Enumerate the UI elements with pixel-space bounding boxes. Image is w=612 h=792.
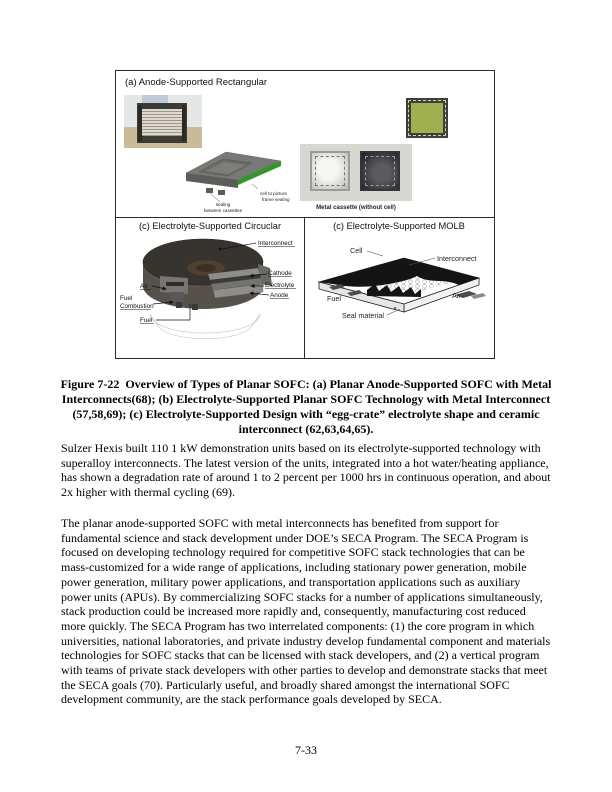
green-cell-photo [406,98,448,138]
metal-cassette-dark [360,151,400,191]
label-fuel: Fuel [120,295,133,302]
panel-c-circular-title: (c) Electrolyte-Supported Circuclar [138,221,282,231]
metal-cassette-photo [300,144,412,201]
figure-bottom-row [116,218,494,359]
label-air: Air [452,291,461,300]
label-fuel: Fuel [327,294,341,303]
cassette-wedge [186,152,281,195]
label-cell: Cell [350,246,363,255]
label-fuel-bottom: Fuel [140,317,153,324]
panel-c-circular [116,218,305,359]
figure-caption: Figure 7-22 Overview of Types of Planar SOFC: (a) Planar Anode-Supported SOFC with Metal Interconnects(68); (b) Electrolyte-Supported Planar SOFC Technology with Metal Interconnect (57,58,69); (c) Electrolyte-Supported Design with “egg-crate” electrolyte shape and ceramic interconnect (62,63,64,65). [60,377,555,436]
label-cathode: Cathode [268,270,292,277]
metal-cassette-caption: Metal cassette (without cell) [316,205,396,211]
label-interconnect: Interconnect [437,254,477,263]
label-air: Air [140,283,148,290]
cassette-sealing-label-line1: sealing [215,202,231,207]
panel-c-molb-title: (c) Electrolyte-Supported MOLB [333,221,465,231]
metal-cassette-empty [310,151,350,191]
panel-a-anode-supported [116,71,494,218]
cassette-cellseal-label-line2: frame sealing [262,197,290,202]
ghost-outline [150,314,260,339]
cassette-render [176,147,306,217]
figure-7-22 [115,70,495,359]
label-interconnect: Interconnect [258,240,293,247]
body-paragraph-1: Sulzer Hexis built 110 1 kW demonstration units based on its electrolyte-supported technology with superalloy interconnects. The latest version of the units, integrated into a hot water/heating appliance, has shown a degradation rate of around 1 to 2 percent per 1000 hrs in continuous operation, and about 2x higher with thermal cycling (69). [61,441,551,500]
label-anode: Anode [270,292,289,299]
label-seal-material: Seal material [342,311,384,320]
circular-stack-drawing [118,234,302,356]
label-combustion: Combustion [120,303,154,310]
body-paragraph-2: The planar anode-supported SOFC with metal interconnects has benefited from support for fundamental science and stack development under DOE’s SECA Program. The SECA Program is focused on developing technology required for competitive SOFC stack technologies that can be mass-customized for a wide range of applications, including stationary power generation, mobile power generation, military power applications, and transportation applications such as auxiliary power units (APUs). By commercializing SOFC stacks for a number of applications simultaneously, stack production could be increased more rapidly and, consequently, manufacturing cost reduced more quickly. The SECA Program has two interrelated components: (1) the core program in which universities, national laboratories, and private industry develop fundamental component and materials technologies for SOFC stacks that can be licensed with stack developers, and (2) a vertical program with teams of private stack developers with other parties to develop and demonstrate stacks that meet the SECA goals (70). Particularly useful, and broadly shared amongst the international SOFC development community, are the stack performance goals developed by SECA. [61,516,551,707]
panel-a-title: (a) Anode-Supported Rectangular [125,77,268,88]
page-number: 7-33 [295,743,317,757]
panel-c-molb [305,218,493,359]
cassette-cellseal-label-line1: cell to picture [260,191,288,196]
molb-drawing [309,238,489,350]
label-electrolyte: Electrolyte [265,282,295,289]
stack-photo [124,95,202,148]
stack-assembly [137,103,187,143]
cassette-sealing-label-line2: between cassettes [203,208,243,213]
